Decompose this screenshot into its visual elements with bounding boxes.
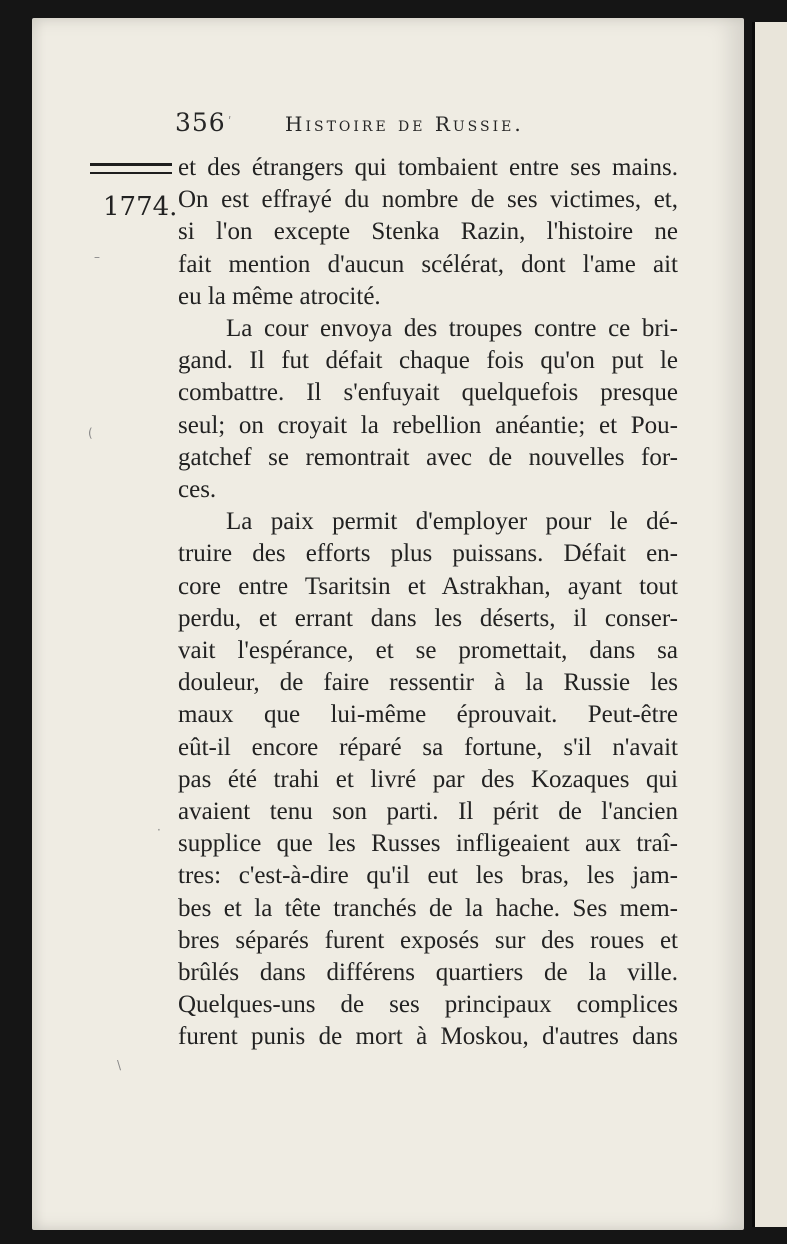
paper-speck: ( — [88, 426, 93, 440]
text-line: ces. — [178, 476, 217, 504]
text-line: La cour envoya des troupes contre ce bri- — [226, 315, 678, 343]
text-line: pas été trahi et livré par des Kozaques qui — [178, 765, 678, 793]
text-line: bes et la tête tranchés de la hache. Ses mem- — [178, 894, 678, 922]
text-line: core entre Tsaritsin et Astrakhan, ayant tout — [178, 572, 678, 600]
text-line: La paix permit d'employer pour le dé- — [226, 508, 678, 536]
text-line: brûlés dans différens quartiers de la ville. — [178, 959, 678, 987]
text-line: seul; on croyait la rebellion anéantie; et Pou- — [178, 411, 678, 439]
paper-speck: – — [94, 250, 100, 264]
margin-year: 1774. — [103, 192, 178, 222]
text-line: eût-il encore réparé sa fortune, s'il n'avait — [178, 733, 678, 761]
main-text — [178, 152, 678, 1054]
text-line: truire des efforts plus puissans. Défait en- — [178, 540, 678, 568]
text-line: perdu, et errant dans les déserts, il conser- — [178, 604, 678, 632]
page-number: 356 — [175, 108, 226, 137]
text-line: combattre. Il s'enfuyait quelquefois presque — [178, 379, 678, 407]
text-line: vait l'espérance, et se promettait, dans sa — [178, 637, 678, 665]
paper-speck: ʹ — [228, 115, 232, 129]
text-line: tres: c'est-à-dire qu'il eut les bras, les jam- — [178, 862, 678, 890]
text-line: gand. Il fut défait chaque fois qu'on put le — [178, 347, 678, 375]
next-page-edge — [752, 22, 787, 1227]
text-line: supplice que les Russes infligeaient aux traî- — [178, 830, 678, 858]
text-line: bres séparés furent exposés sur des roues et — [178, 926, 678, 954]
text-line: Quelques-uns de ses principaux complices — [178, 991, 678, 1019]
text-line: si l'on excepte Stenka Razin, l'histoire ne — [178, 218, 678, 246]
text-line: eu la même atrocité. — [178, 282, 381, 310]
page-header — [175, 104, 575, 144]
text-line: maux que lui-même éprouvait. Peut-être — [178, 701, 678, 729]
text-line: douleur, de faire ressentir à la Russie les — [178, 669, 678, 697]
paper-speck: \ — [117, 1058, 122, 1072]
running-title: Histoire de Russie. — [285, 112, 524, 136]
text-line: avaient tenu son parti. Il périt de l'ancien — [178, 798, 678, 826]
text-line: furent punis de mort à Moskou, d'autres dans — [178, 1023, 678, 1051]
text-line: gatchef se remontrait avec de nouvelles for- — [178, 443, 678, 471]
text-line: fait mention d'aucun scélérat, dont l'ame ait — [178, 250, 678, 278]
paper-speck: · — [157, 823, 161, 837]
continuation-rule — [90, 163, 172, 174]
text-line: et des étrangers qui tombaient entre ses mains. — [178, 154, 678, 181]
text-line: On est effrayé du nombre de ses victimes, et, — [178, 186, 678, 214]
